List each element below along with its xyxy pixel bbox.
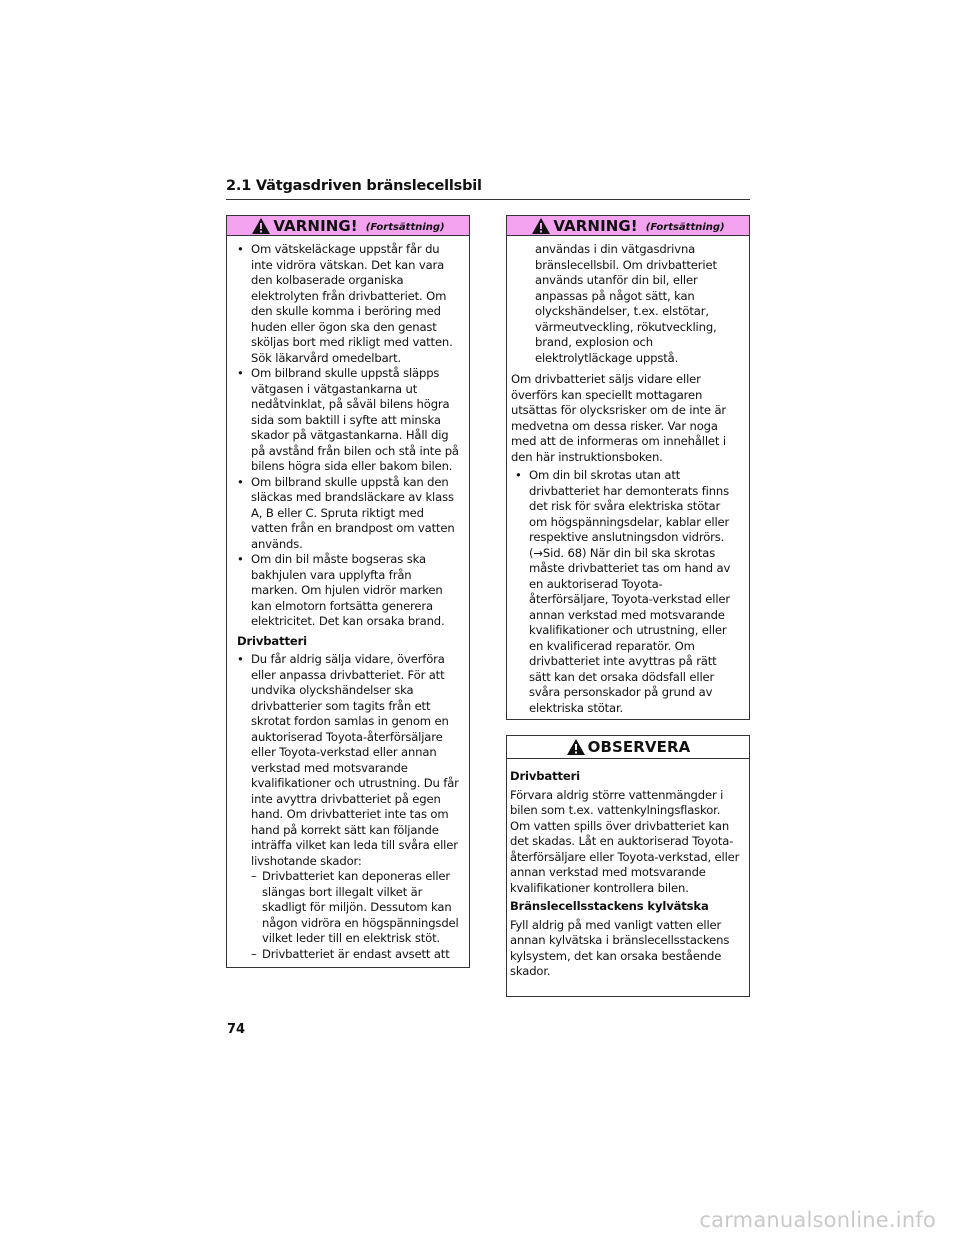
warning-body [507, 236, 749, 716]
warning-title: VARNING! [553, 216, 638, 235]
warning-continued-label: (Fortsättning) [365, 221, 445, 233]
subheading-drivbatteri: Drivbatteri [510, 769, 580, 783]
page-number: 74 [227, 1022, 246, 1037]
warning-body [227, 236, 469, 962]
paragraph: Om drivbatteriet säljs vidare eller överförs kan speciellt mottagaren utsättas för olycksrisker om de inte är medvetna om dessa risker. Var noga med att de informeras om innehållet i den här instruktionsboken. [511, 372, 727, 464]
watermark: carmanualsonline.info [699, 1208, 936, 1232]
section-divider [226, 199, 750, 200]
continued-text: användas i din vätgasdrivna bränslecellsbil. Om drivbatteriet används utanför din bil, eller anpassas på något sätt, kan olyckshändelser, t.ex. elstötar, värmeutveckling, rökutveckling, brand, explosion och elektrolytläckage uppstå. [535, 242, 717, 365]
warning-header [507, 216, 749, 236]
paragraph: Förvara aldrig större vattenmängder i bilen som t.ex. vattenkylningsflaskor. Om vatten spills över drivbatteriet kan det skadas. Låt en auktoriserad Toyota-återförsäljare eller Toyota-verkstad, eller annan verkstad med motsvarande kvalifikationer kontrollera bilen. [510, 787, 740, 895]
list-item: • Om din bil skrotas utan att drivbatteriet har demonterats finns det risk för svåra elektriska stötar om högspänningsdelar, kablar eller respektive anslutningsdon vidrörs. (→Sid. 68) När din bil ska skrotas måste drivbatteriet tas om hand av en auktoriserad Toyota-återförsäljare, Toyota-verkstad eller annan verkstad med motsvarande kvalifikationer och utrustning, eller en kvalificerad reparatör. Om drivbatteriet inte avyttras på rätt sätt kan det orsaka dödsfall eller svåra personskador på grund av elektriska stötar. [515, 468, 741, 716]
warning-continued-label: (Fortsättning) [645, 221, 725, 233]
caution-triangle-icon [566, 738, 586, 756]
warning-box-left [226, 215, 470, 968]
warning-box-right [506, 215, 750, 720]
subheading-kylvatska: Bränslecellsstackens kylvätska [510, 899, 709, 913]
list-item: • Du får aldrig sälja vidare, överföra eller anpassa drivbatteriet. För att undvika olyckshändelser ska drivbatterier som tagits från ett skrotat fordon samlas in genom en auktoriserad Toyota-återförsäljare eller Toyota-verkstad eller annan verkstad med motsvarande kvalifikationer och utrustning. Du får inte avyttra drivbatteriet på egen hand. Om drivbatteriet inte tas om hand på korrekt sätt kan följande inträffa vilket kan leda till svåra eller livshotande skador: [237, 652, 461, 869]
list-item: • Om din bil måste bogseras ska bakhjulen vara upplyfta från marken. Om hjulen vidrör marken kan elmotorn fortsätta generera elektricitet. Det kan orsaka brand. [237, 552, 461, 630]
paragraph: Fyll aldrig på med vanligt vatten eller annan kylvätska i bränslecellsstackens kylsystem, det kan orsaka bestående skador. [510, 917, 730, 978]
dash-item: – Drivbatteriet kan deponeras eller slängas bort illegalt vilket är skadligt för miljön. Dessutom kan någon vidröra en högspänningsdel vilket leder till en elektrisk stöt. [251, 869, 461, 947]
warning-header [227, 216, 469, 236]
section-title: 2.1 Vätgasdriven bränslecellsbil [226, 178, 482, 194]
notice-title: OBSERVERA [587, 738, 691, 756]
notice-body [507, 759, 749, 980]
warning-triangle-icon [251, 217, 271, 235]
list-item: • Om vätskeläckage uppstår får du inte vidröra vätskan. Det kan vara den kolbaserade organiska elektrolyten från drivbatteriet. Om den skulle komma i beröring med huden eller ögon ska den genast sköljas bort med rikligt med vatten. Sök läkarvård omedelbart. [237, 242, 461, 366]
list-item: • Om bilbrand skulle uppstå kan den släckas med brandsläckare av klass A, B eller C. Spruta riktigt med vatten från en brandpost om vatten används. [237, 475, 461, 553]
list-item: • Om bilbrand skulle uppstå släpps vätgasen i vätgastankarna ut nedåtvinklat, på såväl bilens högra sida som baktill i syfte att minska skador på vätgastankarna. Håll dig på avstånd från bilen och stå inte på bilens högra sida eller bakom bilen. [237, 366, 461, 475]
notice-box [506, 735, 750, 997]
warning-title: VARNING! [273, 216, 358, 235]
warning-triangle-icon [531, 217, 551, 235]
dash-item: – Drivbatteriet är endast avsett att [251, 947, 461, 963]
subheading-drivbatteri: Drivbatteri [237, 633, 307, 648]
notice-header [507, 736, 749, 759]
